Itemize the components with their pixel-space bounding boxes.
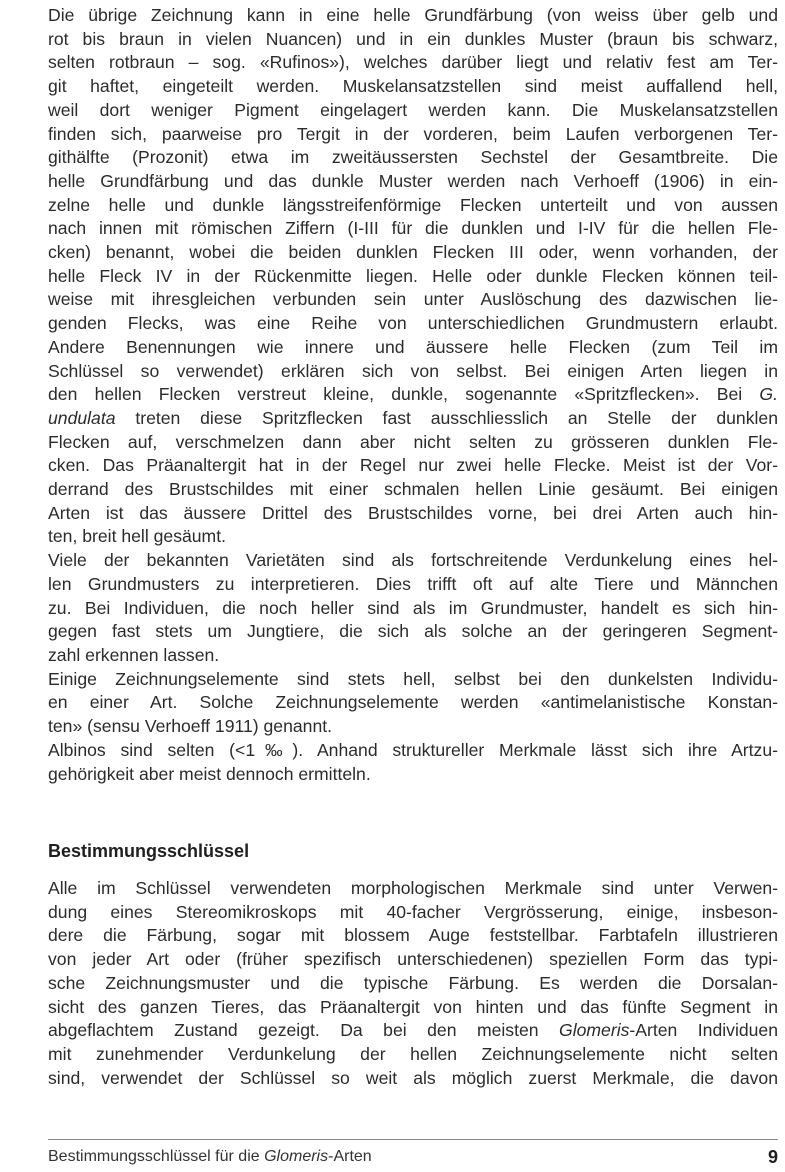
- text-run: abgeflachtem Zustand gezeigt. Da bei den meisten: [48, 1020, 560, 1041]
- text-run: Viele der bekannten Varietäten sind als fortschreitende Verdunkelung eines hel-: [48, 550, 778, 571]
- text-run: finden sich, paarweise pro Tergit in der vorderen, beim Laufen verborgenen Ter-: [48, 123, 778, 144]
- footer-genus: Glomeris: [264, 1148, 329, 1165]
- body-paragraph-key: [48, 877, 778, 1090]
- text-run: zahl erkennen lassen.: [48, 644, 220, 665]
- text-run: cken) benannt, wobei die beiden dunklen Flecken III oder, wenn vorhanden, der: [48, 242, 778, 263]
- text-line: [48, 99, 778, 123]
- text-line: [48, 1019, 778, 1043]
- text-line: [48, 146, 778, 170]
- text-line: [48, 1067, 778, 1091]
- text-run: dere die Färbung, sogar mit blossem Auge feststellbar. Farbtafeln illustrieren: [48, 925, 778, 946]
- text-run: Einige Zeichnungselemente sind stets hell, selbst bei den dunkelsten Individu-: [48, 668, 778, 689]
- text-line: [48, 28, 778, 52]
- text-run: -Arten Individuen: [629, 1020, 778, 1041]
- text-run: cken. Das Präanaltergit hat in der Regel nur zwei helle Flecke. Meist ist der Vor-: [48, 455, 778, 476]
- text-run: githälfte (Prozonit) etwa im zweitäussersten Sechstel der Gesamtbreite. Die: [48, 147, 778, 168]
- text-line: [48, 668, 778, 692]
- text-line: [48, 75, 778, 99]
- text-line: [48, 549, 778, 573]
- text-line: [48, 360, 778, 384]
- text-line: [48, 336, 778, 360]
- text-run: von jeder Art oder (früher spezifisch unterschiedenen) speziellen Form das typi-: [48, 949, 778, 970]
- text-run: zu. Bei Individuen, die noch heller sind als im Grundmuster, handelt es sich hin-: [48, 597, 778, 618]
- text-run: gegen fast stets um Jungtiere, die sich als solche an der geringeren Segment-: [48, 621, 778, 642]
- footer-suffix: -Arten: [328, 1148, 372, 1165]
- page-number: 9: [767, 1147, 778, 1167]
- text-line: [48, 478, 778, 502]
- text-run: git haftet, eingeteilt werden. Muskelansatzstellen sind meist auffallend hell,: [48, 76, 778, 97]
- text-run: derrand des Brustschildes mit einer schmalen hellen Linie gesäumt. Bei einigen: [48, 479, 778, 500]
- text-run: Die übrige Zeichnung kann in eine helle Grundfärbung (von weiss über gelb und: [48, 5, 778, 25]
- text-line: [48, 644, 778, 668]
- text-run: den hellen Flecken verstreut kleine, dunkle, sogenannte «Spritzflecken». Bei: [48, 384, 760, 405]
- text-run: helle Fleck IV in der Rückenmitte liegen. Helle oder dunkle Flecken können teil-: [48, 265, 778, 286]
- text-run: rot bis braun in vielen Nuancen) und in ein dunkles Muster (braun bis schwarz,: [48, 28, 778, 49]
- text-line: [48, 123, 778, 147]
- text-run: zelne helle und dunkle längsstreifenförmige Flecken unterteilt und von aussen: [48, 194, 778, 215]
- running-footer: [48, 1148, 372, 1166]
- text-line: [48, 431, 778, 455]
- text-run: nach innen mit römischen Ziffern (I-III für die dunklen und I-IV für die hellen Fle-: [48, 218, 778, 239]
- text-run: gehörigkeit aber meist dennoch ermitteln.: [48, 763, 371, 784]
- text-line: [48, 525, 778, 549]
- text-run: dung eines Stereomikroskops mit 40-facher Vergrösserung, einige, insbeson-: [48, 901, 778, 922]
- text-run: Flecken auf, verschmelzen dann aber nicht selten zu grösseren dunklen Fle-: [48, 431, 778, 452]
- text-run: len Grundmusters zu interpretieren. Dies trifft oft auf alte Tiere und Männchen: [48, 573, 778, 594]
- text-run: sche Zeichnungsmuster und die typische Färbung. Es werden die Dorsalan-: [48, 972, 778, 993]
- text-run: Alle im Schlüssel verwendeten morphologischen Merkmale sind unter Verwen-: [48, 878, 778, 898]
- text-run: ten, breit hell gesäumt.: [48, 526, 226, 547]
- italic-term: G.: [759, 384, 778, 405]
- text-line: [48, 454, 778, 478]
- text-line: [48, 901, 778, 925]
- section-heading: Bestimmungsschlüssel: [48, 841, 250, 861]
- text-run: genden Flecks, was eine Reihe von unterschiedlichen Grundmustern erlaubt.: [48, 313, 778, 334]
- text-run: weil dort weniger Pigment eingelagert werden kann. Die Muskelansatzstellen: [48, 99, 778, 120]
- text-line: [48, 972, 778, 996]
- text-line: [48, 597, 778, 621]
- text-line: [48, 924, 778, 948]
- text-line: [48, 1043, 778, 1067]
- text-run: Andere Benennungen wie innere und äussere helle Flecken (zum Teil im: [48, 336, 778, 357]
- text-line: [48, 996, 778, 1020]
- text-line: [48, 739, 778, 763]
- text-line: [48, 948, 778, 972]
- text-line: [48, 312, 778, 336]
- text-run: weise mit ihresgleichen verbunden sein unter Auslöschung des dazwischen lie-: [48, 289, 778, 310]
- text-run: sicht des ganzen Tieres, das Präanaltergit von hinten und das fünfte Segment in: [48, 996, 778, 1017]
- text-line: [48, 502, 778, 526]
- text-run: en einer Art. Solche Zeichnungselemente werden «antimelanistische Konstan-: [48, 692, 778, 713]
- text-line: [48, 241, 778, 265]
- text-run: Arten ist das äussere Drittel des Brustschildes vorne, bei drei Arten auch hin-: [48, 502, 778, 523]
- text-run: ten» (sensu Verhoeff 1911) genannt.: [48, 716, 332, 737]
- text-run: treten diese Spritzflecken fast ausschliesslich an Stelle der dunklen: [115, 407, 778, 428]
- text-line: [48, 265, 778, 289]
- text-line: [48, 877, 778, 901]
- footer-divider: [48, 1139, 778, 1140]
- text-run: Albinos sind selten (<1‰). Anhand struktureller Merkmale lässt sich ihre Artzu-: [48, 739, 778, 760]
- text-line: [48, 217, 778, 241]
- text-line: [48, 170, 778, 194]
- text-run: Schlüssel so verwendet) erklären sich von selbst. Bei einigen Arten liegen in: [48, 360, 778, 381]
- text-line: [48, 194, 778, 218]
- text-line: [48, 620, 778, 644]
- text-line: [48, 288, 778, 312]
- text-line: [48, 715, 778, 739]
- text-run: sind, verwendet der Schlüssel so weit als möglich zuerst Merkmale, die davon: [48, 1067, 778, 1088]
- text-line: [48, 763, 778, 787]
- text-line: [48, 51, 778, 75]
- text-run: selten rotbraun – sog. «Rufinos»), welches darüber liegt und relativ fest am Ter-: [48, 52, 778, 73]
- italic-term: undulata: [48, 407, 116, 428]
- text-run: mit zunehmender Verdunkelung der hellen Zeichnungselemente nicht selten: [48, 1043, 778, 1064]
- body-paragraphs-top: [48, 4, 778, 786]
- text-line: [48, 383, 778, 407]
- text-run: helle Grundfärbung und das dunkle Muster werden nach Verhoeff (1906) in ein-: [48, 170, 778, 191]
- footer-prefix: Bestimmungsschlüssel für die: [48, 1148, 265, 1165]
- italic-term: Glomeris: [559, 1020, 630, 1041]
- text-line: [48, 4, 778, 28]
- text-line: [48, 407, 778, 431]
- text-line: [48, 691, 778, 715]
- text-line: [48, 573, 778, 597]
